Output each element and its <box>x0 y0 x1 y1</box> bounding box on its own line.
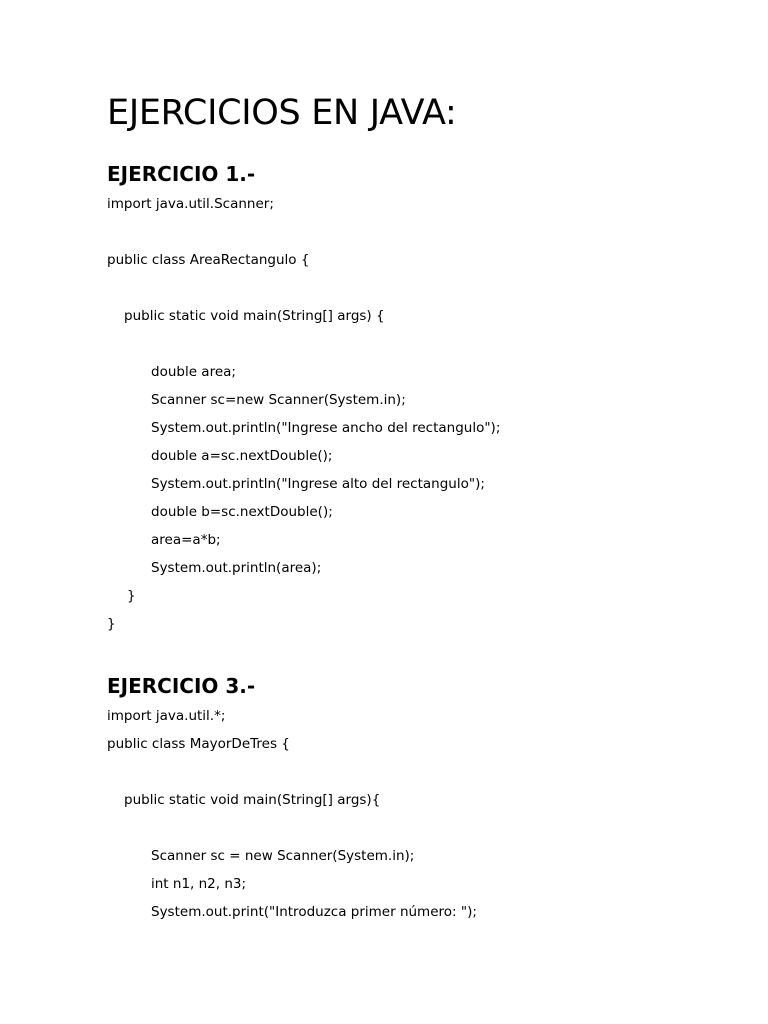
document-title: EJERCICIOS EN JAVA: <box>107 93 457 133</box>
code-line: double area; <box>151 364 236 380</box>
code-line <box>107 218 747 246</box>
exercise-1-code <box>107 190 747 638</box>
code-line: double a=sc.nextDouble(); <box>151 448 333 464</box>
code-line <box>107 330 747 358</box>
code-line: Scanner sc = new Scanner(System.in); <box>151 848 415 864</box>
code-line: double b=sc.nextDouble(); <box>151 504 333 520</box>
code-line <box>107 758 747 786</box>
exercise-3-code <box>107 702 747 926</box>
code-line: area=a*b; <box>151 532 221 548</box>
exercise-3-section <box>107 670 747 926</box>
code-line: System.out.println("Ingrese ancho del rectangulo"); <box>151 420 501 436</box>
code-line: public class AreaRectangulo { <box>107 252 310 268</box>
code-line: System.out.print("Introduzca primer número: "); <box>151 904 477 920</box>
code-line <box>107 814 747 842</box>
code-line: System.out.println("Ingrese alto del rectangulo"); <box>151 476 485 492</box>
code-line <box>107 274 747 302</box>
code-line: int n1, n2, n3; <box>151 876 247 892</box>
code-line: System.out.println(area); <box>151 560 322 576</box>
code-line: Scanner sc=new Scanner(System.in); <box>151 392 406 408</box>
code-line: public class MayorDeTres { <box>107 736 290 752</box>
code-line: import java.util.*; <box>107 708 226 724</box>
exercise-1-section <box>107 158 747 638</box>
exercise-1-heading: EJERCICIO 1.- <box>107 162 256 186</box>
code-line: } <box>127 588 136 604</box>
code-line: } <box>107 616 116 632</box>
exercise-3-heading: EJERCICIO 3.- <box>107 674 256 698</box>
code-line: import java.util.Scanner; <box>107 196 274 212</box>
code-line: public static void main(String[] args){ <box>124 792 381 808</box>
code-line: public static void main(String[] args) { <box>124 308 385 324</box>
